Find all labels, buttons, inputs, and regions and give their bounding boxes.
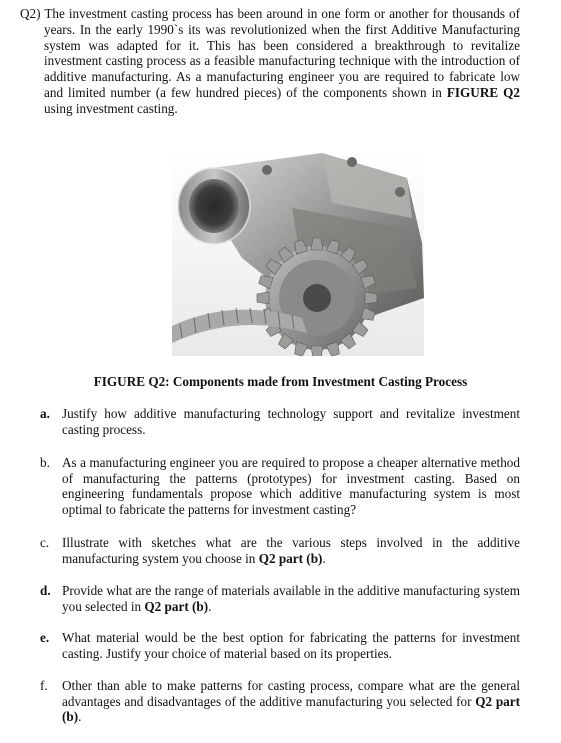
part-text	[62, 535, 520, 566]
part-text	[62, 678, 520, 725]
question-intro-paragraph	[20, 6, 520, 117]
question-part-f	[40, 678, 520, 725]
part-text	[62, 406, 520, 437]
part-text-main: Provide what are the range of materials available in the additive manufacturing system you selected in	[62, 583, 520, 614]
part-text-tail: .	[78, 709, 82, 725]
question-intro	[20, 6, 520, 117]
question-intro-text: The investment casting process has been around in one form or another for thousands of years. In the early 1990`s its was revolutionized when the first Additive Manufacturing system was adapted for it. This has been considered a breakthrough to revitalize investment casting process as a feasible manufacturing technique with the introduction of additive manufacturing. As a manufacturing engineer you are required to fabricate low and limited number (a few hundred pieces) of the components shown in	[44, 6, 520, 100]
figure-caption: FIGURE Q2: Components made from Investment Casting Process	[93, 374, 468, 389]
part-text-main: As a manufacturing engineer you are required to propose a cheaper alternative method of manufacturing the patterns (prototypes) for investment casting. Based on engineering fundamentals propose which additive manufacturing system is most optimal to fabricate the patterns for investment casting?	[62, 455, 520, 517]
part-text-main: Other than able to make patterns for casting process, compare what are the general advantages and disadvantages of the additive manufacturing you selected for	[62, 678, 520, 709]
cast-components-illustration	[172, 148, 424, 356]
part-letter: f.	[40, 678, 48, 693]
part-text-tail: .	[322, 550, 326, 566]
question-part-d	[40, 583, 520, 614]
part-letter: e.	[40, 630, 50, 645]
part-letter: b.	[40, 455, 50, 470]
question-part-a	[40, 406, 520, 437]
part-text-bold: Q2 part (b)	[144, 598, 209, 614]
part-text-bold: Q2 part (b)	[258, 550, 323, 566]
part-text-main: Illustrate with sketches what are the various steps involved in the additive manufacturing system you choose in	[62, 535, 520, 566]
part-text-main: What material would be the best option for fabricating the patterns for investment casting. Justify your choice of material based on its properties.	[62, 630, 520, 661]
question-number: Q2)	[20, 6, 41, 21]
part-text-tail: .	[208, 598, 212, 614]
figure-reference: FIGURE Q2	[446, 84, 521, 100]
part-text	[62, 583, 520, 614]
part-text-bold: Q2 part (b)	[62, 693, 520, 725]
question-part-b	[40, 455, 520, 517]
part-letter: d.	[40, 583, 51, 598]
part-text	[62, 455, 520, 517]
part-text	[62, 630, 520, 661]
figure-image-cast-components	[172, 148, 424, 356]
question-part-e	[40, 630, 520, 661]
part-text-main: Justify how additive manufacturing technology support and revitalize investment casting process.	[62, 406, 520, 437]
question-part-c	[40, 535, 520, 566]
part-letter: a.	[40, 406, 50, 421]
question-intro-tail: using investment casting.	[44, 100, 178, 116]
part-letter: c.	[40, 535, 50, 550]
